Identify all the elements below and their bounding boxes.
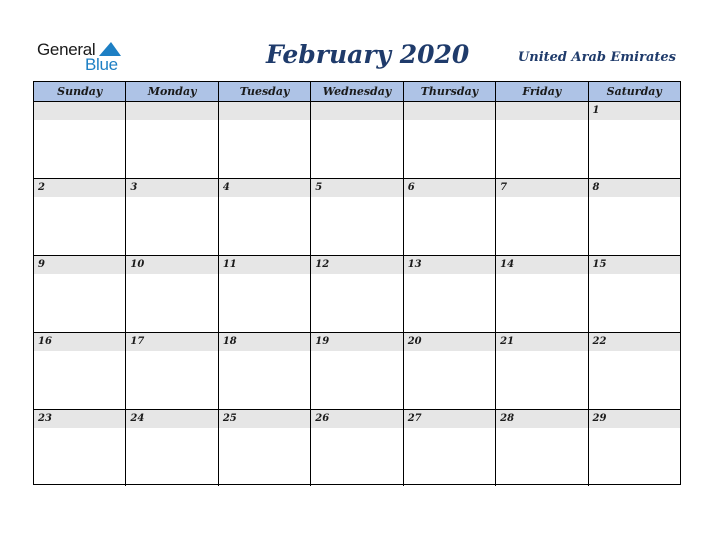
day-cell: [404, 333, 496, 409]
logo-text-blue: Blue: [85, 55, 118, 74]
day-number: 21: [496, 333, 587, 351]
day-cell: [404, 410, 496, 486]
week-row: [34, 179, 680, 256]
day-number: 12: [311, 256, 402, 274]
day-cell: [126, 102, 218, 178]
day-cell: [589, 333, 680, 409]
week-row: [34, 410, 680, 486]
day-cell: [34, 102, 126, 178]
week-row: [34, 256, 680, 333]
day-cell: [589, 179, 680, 255]
day-number: 25: [219, 410, 310, 428]
day-cell: [496, 256, 588, 332]
day-number: 1: [589, 102, 680, 120]
day-cell: [589, 256, 680, 332]
day-cell: [219, 102, 311, 178]
week-row: [34, 102, 680, 179]
day-cell: [496, 333, 588, 409]
day-cell: [34, 410, 126, 486]
day-number: 26: [311, 410, 402, 428]
weekday-header: Saturday: [606, 85, 662, 98]
day-number: [34, 102, 125, 120]
day-number: 4: [219, 179, 310, 197]
day-number: [311, 102, 402, 120]
day-cell: [219, 256, 311, 332]
calendar-grid: [33, 81, 681, 485]
weekday-header: Friday: [496, 82, 588, 101]
day-cell: [404, 102, 496, 178]
weekday-header: Wednesday: [311, 82, 403, 101]
weekday-header: Tuesday: [219, 82, 311, 101]
day-number: 16: [34, 333, 125, 351]
day-number: 19: [311, 333, 402, 351]
calendar-title: February 2020: [266, 40, 470, 69]
day-cell: [311, 179, 403, 255]
day-cell: [34, 179, 126, 255]
day-number: 9: [34, 256, 125, 274]
day-number: [404, 102, 495, 120]
day-cell: [496, 102, 588, 178]
day-cell: [311, 410, 403, 486]
day-cell: [589, 410, 680, 486]
day-cell: [311, 256, 403, 332]
day-cell: [311, 102, 403, 178]
day-number: [496, 102, 587, 120]
day-number: 10: [126, 256, 217, 274]
day-number: 15: [589, 256, 680, 274]
day-cell: [34, 333, 126, 409]
day-number: 14: [496, 256, 587, 274]
day-number: 23: [34, 410, 125, 428]
generalblue-logo: [37, 40, 127, 74]
day-number: 18: [219, 333, 310, 351]
weekday-header: Monday: [126, 82, 218, 101]
day-number: [126, 102, 217, 120]
day-number: 17: [126, 333, 217, 351]
logo-flag-icon: [99, 42, 121, 56]
logo-text-general: General: [37, 40, 96, 59]
day-cell: [219, 333, 311, 409]
day-number: [219, 102, 310, 120]
day-cell: [126, 256, 218, 332]
day-number: 5: [311, 179, 402, 197]
day-number: 8: [589, 179, 680, 197]
day-cell: [404, 179, 496, 255]
day-number: 27: [404, 410, 495, 428]
day-number: 22: [589, 333, 680, 351]
day-number: 6: [404, 179, 495, 197]
day-number: 13: [404, 256, 495, 274]
day-number: 2: [34, 179, 125, 197]
day-cell: [311, 333, 403, 409]
day-cell: [126, 333, 218, 409]
day-number: 29: [589, 410, 680, 428]
day-cell: [496, 410, 588, 486]
day-number: 28: [496, 410, 587, 428]
day-cell: [34, 256, 126, 332]
day-cell: [404, 256, 496, 332]
day-cell: [126, 410, 218, 486]
day-number: 24: [126, 410, 217, 428]
country-name: United Arab Emirates: [517, 50, 676, 65]
day-number: 3: [126, 179, 217, 197]
day-cell: [219, 179, 311, 255]
weekday-header: Sunday: [34, 82, 126, 101]
day-cell: [589, 102, 680, 178]
week-row: [34, 333, 680, 410]
day-number: 20: [404, 333, 495, 351]
day-number: 7: [496, 179, 587, 197]
day-cell: [126, 179, 218, 255]
day-number: 11: [219, 256, 310, 274]
day-cell: [496, 179, 588, 255]
weekday-header-row: [34, 82, 680, 102]
day-cell: [219, 410, 311, 486]
weekday-header: Thursday: [404, 82, 496, 101]
